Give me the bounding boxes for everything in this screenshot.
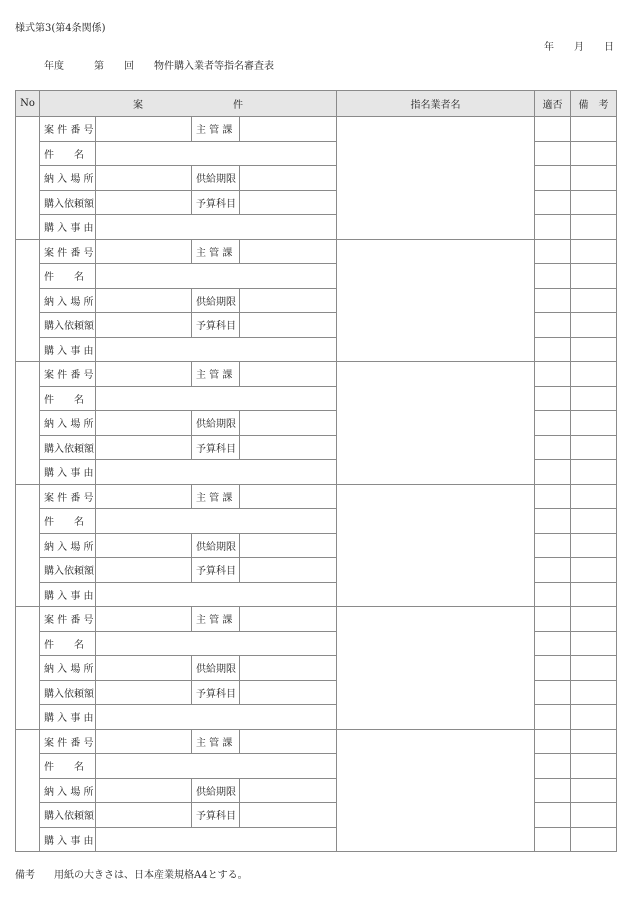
col-judgment-header: 適否 [535, 91, 571, 117]
item-name-field[interactable] [96, 264, 337, 289]
remarks-cell[interactable] [571, 264, 617, 289]
remarks-cell[interactable] [571, 190, 617, 215]
remarks-cell[interactable] [571, 362, 617, 387]
delivery-place-field[interactable] [96, 778, 192, 803]
delivery-place-label: 納 入 場 所 [40, 288, 96, 313]
entry-no-cell[interactable] [16, 607, 40, 730]
remarks-cell[interactable] [571, 778, 617, 803]
department-label: 主 管 課 [192, 362, 240, 387]
budget-item-field[interactable] [240, 435, 337, 460]
purchase-reason-label: 購 入 事 由 [40, 460, 96, 485]
purchase-reason-field[interactable] [96, 827, 337, 852]
purchase-reason-field[interactable] [96, 215, 337, 240]
remarks-cell[interactable] [571, 827, 617, 852]
item-name-label: 件 名 [40, 386, 96, 411]
date-line: 年 月 日 [544, 42, 614, 53]
request-amount-label: 購入依頼額 [40, 680, 96, 705]
request-amount-field[interactable] [96, 190, 192, 215]
judgment-cell[interactable] [535, 460, 571, 485]
judgment-cell[interactable] [535, 166, 571, 191]
department-field[interactable] [240, 729, 337, 754]
judgment-cell[interactable] [535, 582, 571, 607]
footer-note-label: 備考 [15, 870, 35, 881]
designated-vendors-cell[interactable] [337, 607, 535, 730]
remarks-cell[interactable] [571, 386, 617, 411]
delivery-place-label: 納 入 場 所 [40, 533, 96, 558]
table-row [16, 484, 617, 509]
judgment-cell[interactable] [535, 288, 571, 313]
remarks-cell[interactable] [571, 166, 617, 191]
remarks-cell[interactable] [571, 411, 617, 436]
budget-item-label: 予算科目 [192, 803, 240, 828]
purchase-reason-field[interactable] [96, 460, 337, 485]
designated-vendors-cell[interactable] [337, 729, 535, 852]
purchase-reason-label: 購 入 事 由 [40, 827, 96, 852]
delivery-place-field[interactable] [96, 533, 192, 558]
case-number-label: 案 件 番 号 [40, 484, 96, 509]
item-name-label: 件 名 [40, 754, 96, 779]
supply-deadline-field[interactable] [240, 778, 337, 803]
delivery-place-label: 納 入 場 所 [40, 411, 96, 436]
delivery-place-field[interactable] [96, 411, 192, 436]
judgment-cell[interactable] [535, 729, 571, 754]
item-name-field[interactable] [96, 386, 337, 411]
request-amount-label: 購入依頼額 [40, 558, 96, 583]
remarks-cell[interactable] [571, 582, 617, 607]
judgment-cell[interactable] [535, 141, 571, 166]
remarks-cell[interactable] [571, 803, 617, 828]
supply-deadline-field[interactable] [240, 166, 337, 191]
remarks-cell[interactable] [571, 533, 617, 558]
designated-vendors-cell[interactable] [337, 117, 535, 240]
designated-vendors-cell[interactable] [337, 239, 535, 362]
delivery-place-field[interactable] [96, 166, 192, 191]
request-amount-label: 購入依頼額 [40, 803, 96, 828]
budget-item-field[interactable] [240, 558, 337, 583]
item-name-label: 件 名 [40, 509, 96, 534]
budget-item-label: 予算科目 [192, 313, 240, 338]
delivery-place-label: 納 入 場 所 [40, 656, 96, 681]
screening-table [15, 90, 617, 852]
request-amount-label: 購入依頼額 [40, 313, 96, 338]
case-number-label: 案 件 番 号 [40, 607, 96, 632]
case-number-field[interactable] [96, 239, 192, 264]
table-row [16, 117, 617, 142]
department-label: 主 管 課 [192, 729, 240, 754]
budget-item-label: 予算科目 [192, 435, 240, 460]
item-name-label: 件 名 [40, 631, 96, 656]
case-number-field[interactable] [96, 117, 192, 142]
item-name-label: 件 名 [40, 264, 96, 289]
entry-no-cell[interactable] [16, 729, 40, 852]
request-amount-field[interactable] [96, 680, 192, 705]
request-amount-field[interactable] [96, 558, 192, 583]
remarks-cell[interactable] [571, 435, 617, 460]
judgment-cell[interactable] [535, 778, 571, 803]
request-amount-label: 購入依頼額 [40, 190, 96, 215]
remarks-cell[interactable] [571, 239, 617, 264]
col-designated-header: 指名業者名 [337, 91, 535, 117]
budget-item-label: 予算科目 [192, 190, 240, 215]
purchase-reason-label: 購 入 事 由 [40, 337, 96, 362]
col-no-header: No [16, 91, 40, 117]
budget-item-label: 予算科目 [192, 558, 240, 583]
remarks-cell[interactable] [571, 288, 617, 313]
case-number-field[interactable] [96, 607, 192, 632]
department-field[interactable] [240, 362, 337, 387]
table-row [16, 362, 617, 387]
entry-no-cell[interactable] [16, 362, 40, 485]
judgment-cell[interactable] [535, 754, 571, 779]
table-row [16, 729, 617, 754]
table-row [16, 607, 617, 632]
judgment-cell[interactable] [535, 239, 571, 264]
supply-deadline-field[interactable] [240, 411, 337, 436]
judgment-cell[interactable] [535, 533, 571, 558]
remarks-cell[interactable] [571, 558, 617, 583]
supply-deadline-label: 供給期限 [192, 533, 240, 558]
judgment-cell[interactable] [535, 190, 571, 215]
judgment-cell[interactable] [535, 215, 571, 240]
department-field[interactable] [240, 607, 337, 632]
department-label: 主 管 課 [192, 607, 240, 632]
purchase-reason-field[interactable] [96, 337, 337, 362]
remarks-cell[interactable] [571, 117, 617, 142]
remarks-cell[interactable] [571, 631, 617, 656]
request-amount-field[interactable] [96, 313, 192, 338]
judgment-cell[interactable] [535, 411, 571, 436]
remarks-cell[interactable] [571, 680, 617, 705]
department-label: 主 管 課 [192, 239, 240, 264]
entry-no-cell[interactable] [16, 239, 40, 362]
purchase-reason-label: 購 入 事 由 [40, 215, 96, 240]
col-case-header: 案 件 [40, 91, 337, 117]
supply-deadline-label: 供給期限 [192, 656, 240, 681]
budget-item-label: 予算科目 [192, 680, 240, 705]
purchase-reason-label: 購 入 事 由 [40, 582, 96, 607]
judgment-cell[interactable] [535, 362, 571, 387]
department-label: 主 管 課 [192, 484, 240, 509]
remarks-cell[interactable] [571, 754, 617, 779]
supply-deadline-field[interactable] [240, 533, 337, 558]
purchase-reason-field[interactable] [96, 582, 337, 607]
remarks-cell[interactable] [571, 656, 617, 681]
judgment-cell[interactable] [535, 313, 571, 338]
case-number-label: 案 件 番 号 [40, 362, 96, 387]
case-number-field[interactable] [96, 729, 192, 754]
remarks-cell[interactable] [571, 509, 617, 534]
supply-deadline-label: 供給期限 [192, 288, 240, 313]
request-amount-label: 購入依頼額 [40, 435, 96, 460]
delivery-place-label: 納 入 場 所 [40, 166, 96, 191]
page-title: 年度 第 回 物件購入業者等指名審査表 [44, 61, 274, 72]
remarks-cell[interactable] [571, 607, 617, 632]
item-name-field[interactable] [96, 141, 337, 166]
item-name-field[interactable] [96, 509, 337, 534]
judgment-cell[interactable] [535, 680, 571, 705]
remarks-cell[interactable] [571, 460, 617, 485]
department-label: 主 管 課 [192, 117, 240, 142]
judgment-cell[interactable] [535, 117, 571, 142]
purchase-reason-field[interactable] [96, 705, 337, 730]
budget-item-field[interactable] [240, 803, 337, 828]
case-number-field[interactable] [96, 362, 192, 387]
supply-deadline-field[interactable] [240, 656, 337, 681]
judgment-cell[interactable] [535, 337, 571, 362]
supply-deadline-label: 供給期限 [192, 166, 240, 191]
judgment-cell[interactable] [535, 509, 571, 534]
judgment-cell[interactable] [535, 803, 571, 828]
table-row [16, 239, 617, 264]
item-name-field[interactable] [96, 631, 337, 656]
remarks-cell[interactable] [571, 484, 617, 509]
supply-deadline-field[interactable] [240, 288, 337, 313]
col-remarks-header: 備 考 [571, 91, 617, 117]
entry-no-cell[interactable] [16, 484, 40, 607]
case-number-label: 案 件 番 号 [40, 117, 96, 142]
designated-vendors-cell[interactable] [337, 362, 535, 485]
remarks-cell[interactable] [571, 337, 617, 362]
delivery-place-field[interactable] [96, 288, 192, 313]
case-number-label: 案 件 番 号 [40, 239, 96, 264]
delivery-place-field[interactable] [96, 656, 192, 681]
request-amount-field[interactable] [96, 803, 192, 828]
judgment-cell[interactable] [535, 558, 571, 583]
delivery-place-label: 納 入 場 所 [40, 778, 96, 803]
case-number-field[interactable] [96, 484, 192, 509]
request-amount-field[interactable] [96, 435, 192, 460]
case-number-label: 案 件 番 号 [40, 729, 96, 754]
designated-vendors-cell[interactable] [337, 484, 535, 607]
department-field[interactable] [240, 484, 337, 509]
budget-item-field[interactable] [240, 313, 337, 338]
item-name-label: 件 名 [40, 141, 96, 166]
budget-item-field[interactable] [240, 680, 337, 705]
department-field[interactable] [240, 239, 337, 264]
remarks-cell[interactable] [571, 729, 617, 754]
judgment-cell[interactable] [535, 435, 571, 460]
remarks-cell[interactable] [571, 705, 617, 730]
judgment-cell[interactable] [535, 656, 571, 681]
judgment-cell[interactable] [535, 484, 571, 509]
item-name-field[interactable] [96, 754, 337, 779]
judgment-cell[interactable] [535, 631, 571, 656]
judgment-cell[interactable] [535, 705, 571, 730]
footer-note-text: 用紙の大きさは、日本産業規格A4とする。 [54, 870, 248, 881]
supply-deadline-label: 供給期限 [192, 411, 240, 436]
table-body [16, 117, 617, 852]
purchase-reason-label: 購 入 事 由 [40, 705, 96, 730]
remarks-cell[interactable] [571, 215, 617, 240]
supply-deadline-label: 供給期限 [192, 778, 240, 803]
judgment-cell[interactable] [535, 264, 571, 289]
department-field[interactable] [240, 117, 337, 142]
judgment-cell[interactable] [535, 607, 571, 632]
remarks-cell[interactable] [571, 313, 617, 338]
judgment-cell[interactable] [535, 386, 571, 411]
form-number: 様式第3(第4条関係) [15, 23, 106, 34]
remarks-cell[interactable] [571, 141, 617, 166]
budget-item-field[interactable] [240, 190, 337, 215]
entry-no-cell[interactable] [16, 117, 40, 240]
judgment-cell[interactable] [535, 827, 571, 852]
